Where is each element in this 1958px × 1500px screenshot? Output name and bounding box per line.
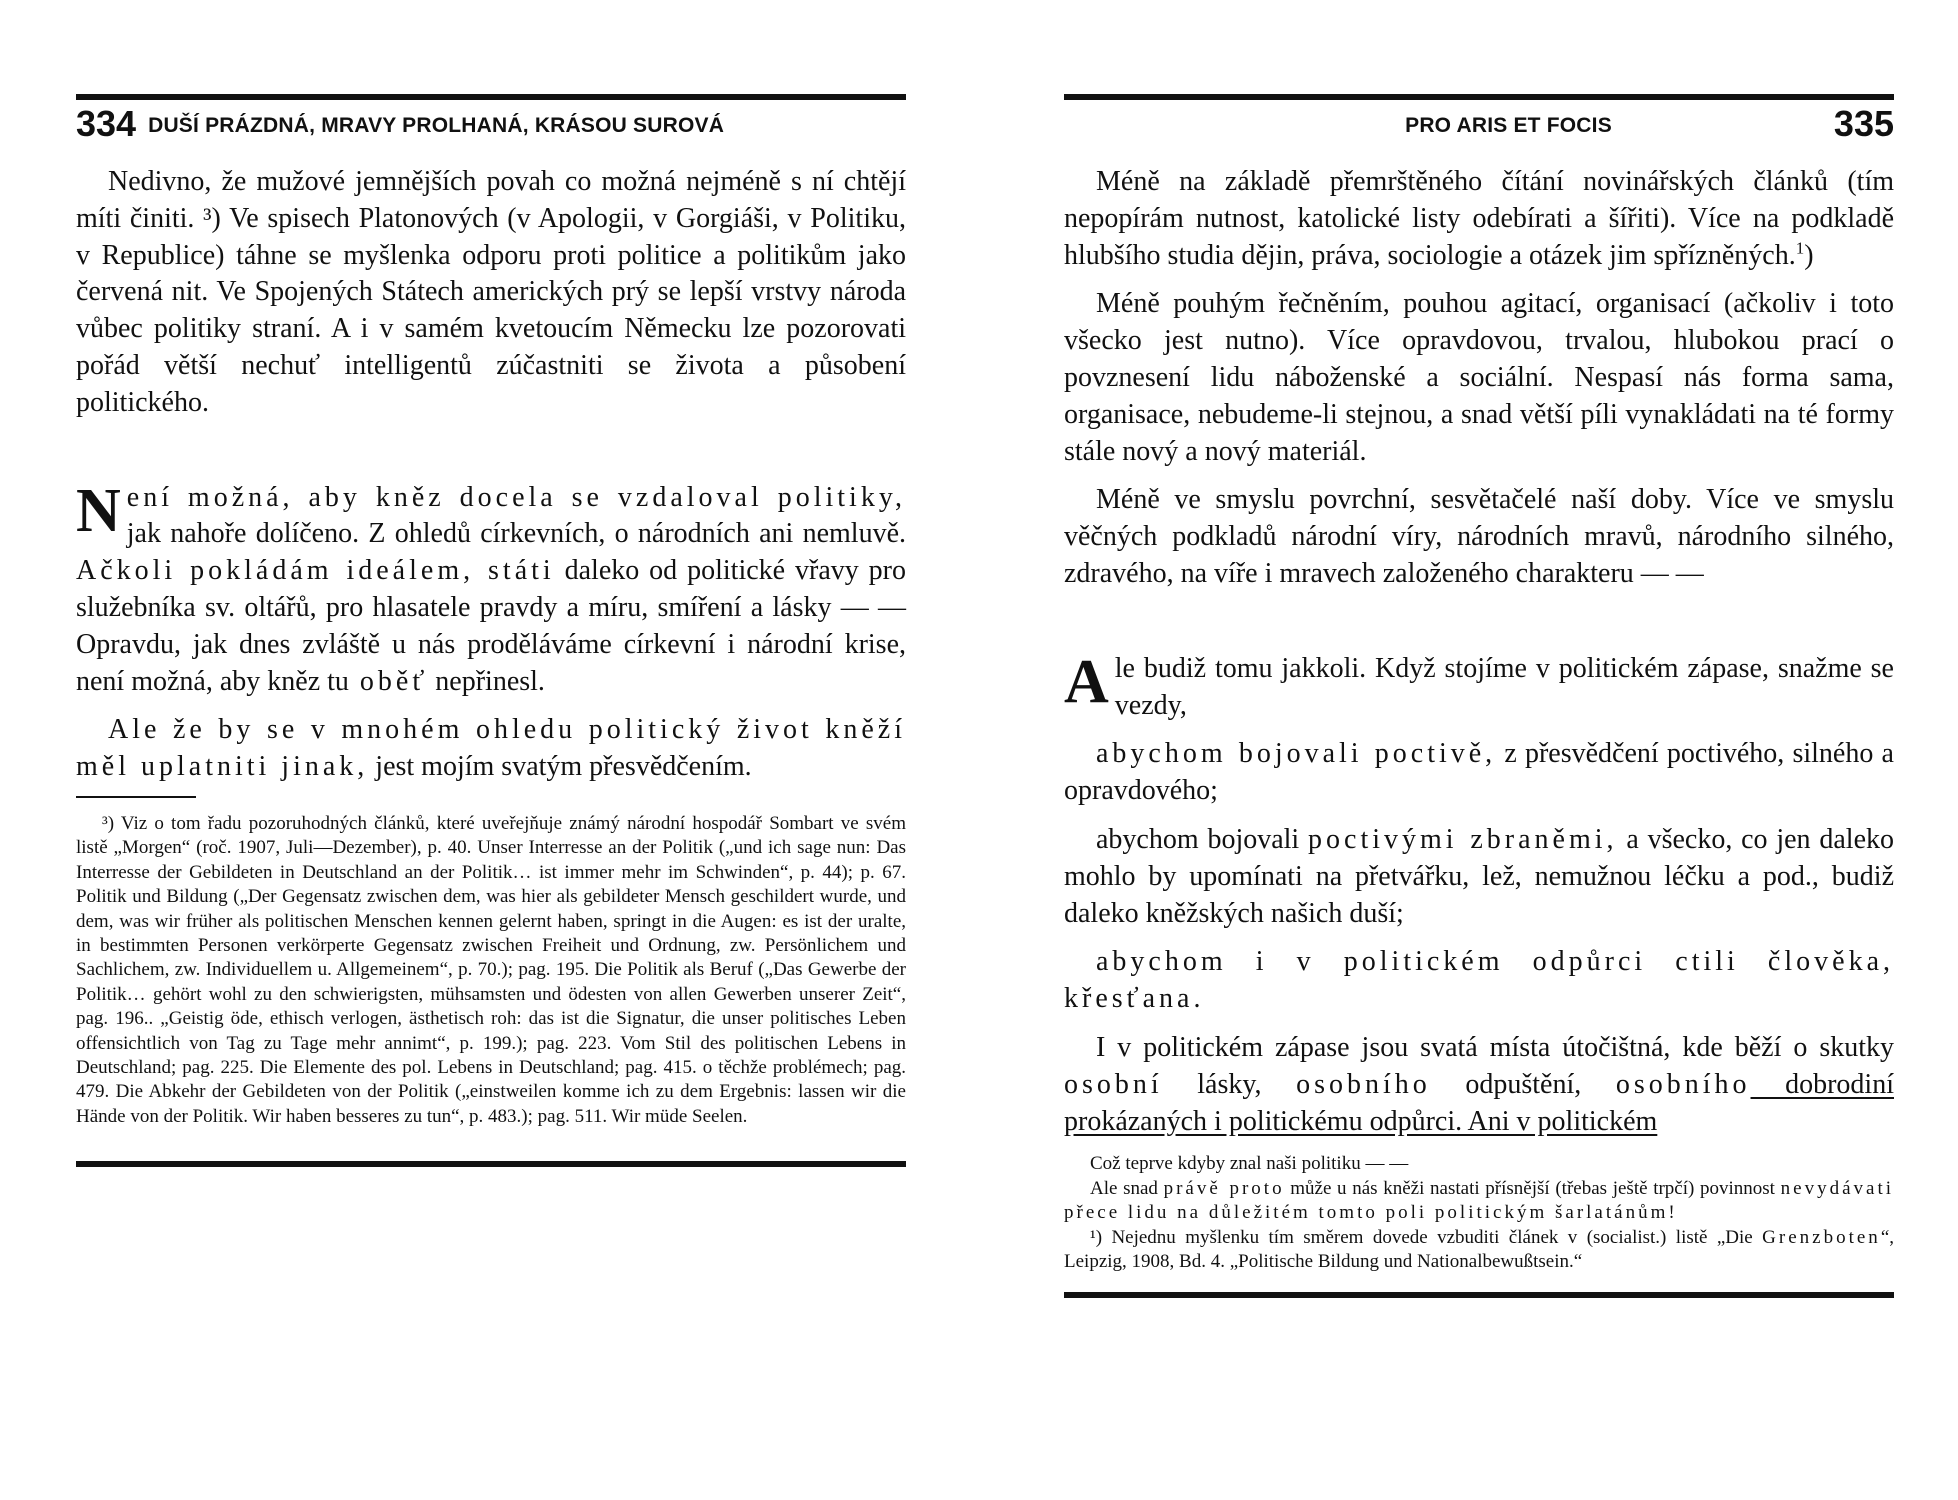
page-number: 334 bbox=[76, 103, 137, 144]
footnotes bbox=[76, 812, 906, 1129]
spaced-text: poctivými zbraněmi, bbox=[1308, 823, 1618, 855]
paragraph: Méně pouhým řečněním, pouhou agitací, organisací (ačkoliv i toto všecko jest nutno). Více opravdovou, trvalou, hlubokou prací o povznesení lidu náboženské a sociální. Nespasí nás forma sama, organisace, nebudeme-li stejnou, a snad větší píli vynakládati na té formy stále nový a nový materiál. bbox=[1064, 288, 1894, 467]
drop-cap: N bbox=[76, 476, 121, 545]
text-run: z přesvědčení poctivého, silného a opravdového; bbox=[1064, 738, 1894, 807]
text-run: ) bbox=[1804, 239, 1814, 271]
text-run: odpuštění, bbox=[1430, 1068, 1616, 1100]
spaced-text: právě proto bbox=[1163, 1177, 1285, 1199]
top-rule bbox=[1064, 94, 1894, 100]
body-text bbox=[76, 164, 906, 786]
running-head-title: DUŠÍ PRÁZDNÁ, MRAVY PROLHANÁ, KRÁSOU SUROVÁ bbox=[148, 114, 725, 137]
body-text bbox=[1064, 164, 1894, 1140]
paragraph bbox=[76, 712, 906, 786]
text-run: “, Leipzig, 1908, Bd. 4. „Politische Bildung und Nationalbewußtsein.“ bbox=[1064, 1226, 1894, 1272]
text-run: abychom bojovali bbox=[1096, 823, 1309, 855]
paragraph bbox=[1064, 736, 1894, 810]
page-number: 335 bbox=[1833, 103, 1894, 144]
bottom-rule bbox=[76, 1161, 906, 1167]
text-run: ¹) Nejednu myšlenku tím směrem dovede vzbuditi článek v (socialist.) listě „Die bbox=[1090, 1226, 1763, 1248]
footnote: ³) Viz o tom řadu pozoruhodných článků, které uveřejňuje známý národní hospodář Sombart ve svém listě „Morgen“ (roč. 1907, Juli—Dezember), p. 40. Unser Interresse an der Politik („und ich sage nun: Das Interresse der Gebildeten in Deutschland an der Politik… ist immer mehr im Schwinden“, p. 44); p. 67. Politik und Bildung („Der Gegensatz zwischen dem, was hier als gebildeter Mensch geschildert wurde, und dem, was wir früher als politischen Menschen kennen gelernt haben, springt in die Augen: es ist der uralte, in bestimmten Personen verkörperte Gegensatz zwischen Freiheit und Ordnung, zw. Persönlichem und Sachlichem, zw. Individuellem u. Allgemeinem“, p. 70.); pag. 195. Die Politik als Beruf („Das Gewerbe der Politik… gehört wohl zu den schwierigsten, mühsamsten und ödesten von allen Gewerben unserer Zeit“, pag. 196.. „Geistig öde, ethisch verlogen, ästhetisch roh: das ist die Signatur, die unser politisches Leben offensichtlich von Tag zu Tage mehr annimt“, p. 199.); pag. 223. Vom Stil des politischen Lebens in Deutschland; pag. 225. Die Elemente des pol. Lebens in Deutschland; pag. 415. o těchže problémech; pag. 479. Die Abkehr der Gebildeten von der Politik („einstweilen komme ich zu dem Ergebnis: lassen wir die Hände von der Politik. Wir haben besseres zu tun“, p. 483.); pag. 511. Wir müde Seelen. bbox=[76, 812, 906, 1127]
text-run: jak nahoře dolíčeno. Z ohledů církevních, o národních ani nemluvě. bbox=[126, 518, 906, 550]
text-run: daleko od politické vřavy pro služebníka sv. oltářů, pro hlasatele pravdy a míru, smíření a lásky — — Opravdu, jak dnes zvláště u nás proděláváme církevní i národní krise, není možná, aby kněz tu bbox=[76, 555, 906, 697]
spaced-text: osobního bbox=[1615, 1068, 1751, 1100]
top-rule bbox=[76, 94, 906, 100]
spaced-text: Ačkoli pokládám ideálem, státi bbox=[76, 555, 555, 587]
running-head bbox=[1064, 102, 1894, 142]
spaced-text: osobní bbox=[1064, 1068, 1163, 1100]
paragraph bbox=[1064, 164, 1894, 274]
footnotes bbox=[1064, 1152, 1894, 1274]
footnote-rule bbox=[76, 796, 196, 798]
running-head-title: PRO ARIS ET FOCIS bbox=[1405, 114, 1612, 137]
paragraph bbox=[1064, 1030, 1894, 1140]
paragraph bbox=[1064, 647, 1894, 725]
spaced-text: ení možná, aby kněz docela se vzdaloval politiky, bbox=[126, 481, 906, 513]
paragraph: Méně ve smyslu povrchní, sesvětačelé naší doby. Více ve smyslu věčných podkladů národní víry, národních mravů, národního silného, zdravého, na víře i mravech založeného charakteru — — bbox=[1064, 484, 1894, 589]
footnote: Což teprve kdyby znal naši politiku — — bbox=[1090, 1153, 1409, 1175]
text-run: Méně na základě přemrštěného čítání novinářských článků (tím nepopírám nutnost, katolické listy odebírati a šířiti). Více na podkladě hlubšího studia dějin, práva, sociologie a otázek jim spřízněných. bbox=[1064, 166, 1894, 271]
text-run: dobrodiní prokázaných i politickému odpůrci. Ani v politickém bbox=[1064, 1068, 1894, 1137]
text-run: nepřinesl. bbox=[428, 665, 545, 697]
drop-cap: A bbox=[1064, 647, 1109, 716]
spaced-text: Ale že by se v mnohém ohledu politický život kněží měl uplatniti jinak, bbox=[76, 714, 906, 783]
paragraph bbox=[1064, 822, 1894, 932]
text-run: a všecko, co jen daleko mohlo by upomínati na přetvářku, lež, nemužnou léčku a pod., budiž daleko kněžských našich duší; bbox=[1064, 823, 1894, 929]
right-page bbox=[1064, 94, 1894, 1298]
paragraph: Nedivno, že mužové jemnějších povah co možná nejméně s ní chtějí míti činiti. ³) Ve spisech Platonových (v Apologii, v Gorgiáši, v Politiku, v Republice) táhne se myšlenka odporu proti politice a politikům jako červená nit. Ve Spojených Státech amerických prý se lepší vrstvy národa vůbec politiky straní. A i v samém kvetoucím Německu lze pozorovati pořád větší nechuť intelligentů zúčastniti se života a působení politického. bbox=[76, 166, 906, 418]
spaced-text: nevydávati přece lidu na důležitém tomto poli politickým šarlatánům! bbox=[1064, 1177, 1894, 1224]
text-run: lásky, bbox=[1162, 1068, 1297, 1100]
footnote-ref: 1 bbox=[1795, 238, 1805, 258]
paragraph bbox=[76, 476, 906, 701]
running-head bbox=[76, 102, 906, 142]
spaced-text: Grenzboten bbox=[1762, 1226, 1881, 1248]
footnote bbox=[1064, 1226, 1894, 1275]
spaced-text: osobního bbox=[1296, 1068, 1431, 1100]
spaced-text: oběť bbox=[348, 665, 429, 697]
text-run: le budiž tomu jakkoli. Když stojíme v politickém zápase, snažme se vezdy, bbox=[1114, 652, 1894, 721]
text-run: I v politickém zápase jsou svatá místa útočištná, kde běží o skutky bbox=[1096, 1031, 1894, 1063]
spaced-text: abychom bojovali poctivě, bbox=[1096, 738, 1497, 770]
footnote bbox=[1064, 1177, 1894, 1226]
left-page bbox=[76, 94, 906, 1167]
text-run: Ale snad bbox=[1090, 1177, 1164, 1199]
paragraph: abychom i v politickém odpůrci ctili člověka, křesťana. bbox=[1064, 946, 1894, 1015]
text-run: může u nás kněži nastati přísnější (třebas ještě trpčí) povinnost bbox=[1284, 1177, 1781, 1199]
text-run: jest mojím svatým přesvědčením. bbox=[368, 751, 752, 783]
bottom-rule bbox=[1064, 1292, 1894, 1298]
